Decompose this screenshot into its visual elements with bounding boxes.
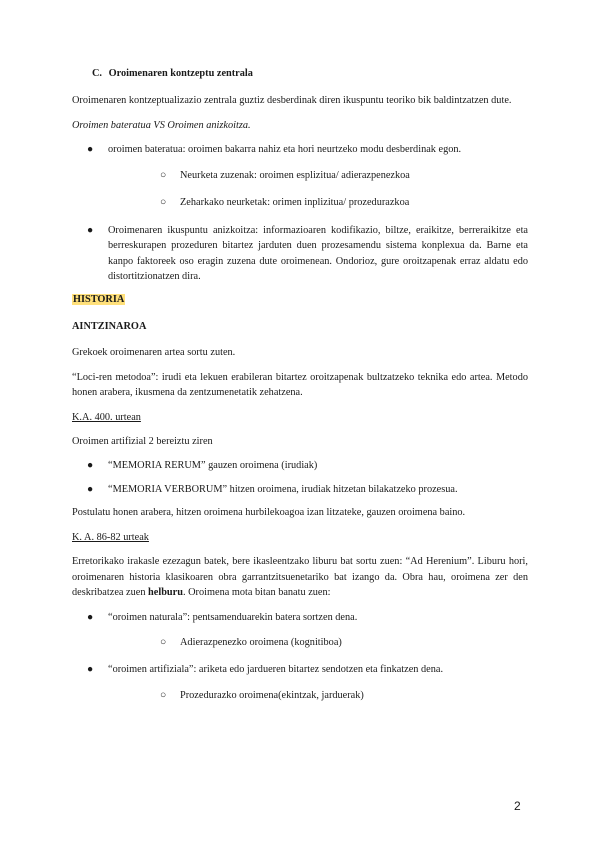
section-number: C. [92,68,103,79]
sub-list [108,168,528,211]
list-item-text: “oroimen naturala”: pentsamenduarekin batera sortzen dena. [108,611,358,623]
list-item-text: Oroimenaren ikuspuntu anizkoitza: informazioaren kodifikazio, biltze, eraikitze, berreraikitze eta berreskurapen prozeduren bitartez jarduten duen prozesamendu sistema konplexua da. Barne eta kanpo faktoreek oso eragin zuzena dute oroimenean. Ondorioz, gure oroitzapenak erraz aldatu edo distortitzionatzen dira. [108,224,528,282]
artifizial-paragraph: Oroimen artifizial 2 bereiztu ziren [72,436,213,447]
grekoek-paragraph: Grekoek oroimenaren artea sortu zuten. [72,347,236,359]
list-item-text: “oroimen artifiziala”: ariketa edo jardueren bitartez sendotzen eta finkatzen dena. [108,664,444,676]
list-item [72,223,528,285]
helburu-bold: helburu [148,587,183,599]
bullet-icon: ● [87,460,94,472]
list-item-text: oroimen bateratua: oroimen bakarra nahiz eta hori neurtzeko modu desberdinak egon. [108,144,462,156]
sub-list-item [144,195,528,210]
erretorika-text: Erretorikako irakasle ezezagun batek, bere ikasleentzako liburu bat sortu zuen: “Ad Herenium”. Liburu hori, oroimenaren historia klasikoaren obra garrantzitsuenetariko bat izango da. Obra hau, oroimena zer den deskribatzea zuen [72,556,528,599]
memoria-description: gauzen oroimena (irudiak) [205,460,318,472]
section-title: Oroimenaren kontzeptu zentrala [108,68,253,79]
sub-list-item-text: Prozedurazko oroimena(ekintzak, jarduerak) [180,689,364,701]
memoria-term: “MEMORIA RERUM” [108,460,206,472]
memoria-list [72,458,528,497]
bullet-icon: ● [87,483,94,495]
list-item [72,458,528,473]
ka8682-heading: K. A. 86-82 urteak [72,531,149,543]
sub-list [108,635,528,650]
sub-list-item [144,635,528,650]
list-item [72,482,528,497]
section-heading [92,66,528,81]
sub-list-item-text: Neurketa zuzenak: oroimen esplizitua/ adierazpenezkoa [180,169,410,181]
erretorika-text-end: . Oroimena mota bitan banatu zuen: [182,587,331,599]
ka400-heading: K.A. 400. urtean [72,411,141,423]
circle-bullet-icon: ○ [160,636,167,648]
oroimen-types-list [72,610,528,704]
highlighted-heading: HISTORIA [73,294,125,306]
circle-bullet-icon: ○ [160,689,167,701]
concept-list [72,142,528,284]
loci-paragraph: “Loci-ren metodoa”: irudi eta lekuen erabileran bitartez oroitzapenak bultzatzeko teknika edo artea. Metodo honen arabera, ikusmena da zentzumenetatik zehatzena. [72,371,528,399]
list-item [72,142,528,210]
aintzinaroa-heading: AINTZINAROA [72,320,147,332]
memoria-description: hitzen oroimena, irudiak hitzetan bilakatzeko prozesua. [227,483,458,495]
memoria-term: “MEMORIA VERBORUM” [108,483,228,495]
postulatu-paragraph: Postulatu honen arabera, hitzen oroimena hurbilekoagoa izan litzateke, gauzen oroimena baino. [72,507,466,519]
sub-list [108,688,528,703]
bullet-icon: ● [87,224,94,236]
sub-list-item [144,168,528,183]
bullet-icon: ● [87,611,94,623]
vs-paragraph: Oroimen bateratua VS Oroimen anizkoitza. [72,119,251,131]
sub-list-item [144,688,528,703]
list-item [72,662,528,703]
circle-bullet-icon: ○ [160,169,167,181]
bullet-icon: ● [87,144,94,156]
erretorika-paragraph [72,554,528,600]
sub-list-item-text: Zeharkako neurketak: orimen inplizitua/ prozedurazkoa [180,197,410,209]
intro-paragraph: Oroimenaren kontzeptualizazio zentrala guztiz desberdinak diren ikuspuntu teoriko bik baldintzatzen dute. [72,95,512,107]
bullet-icon: ● [87,664,94,676]
list-item [72,610,528,651]
page-number: 2 [514,799,521,813]
circle-bullet-icon: ○ [160,197,167,209]
document-page [72,66,528,715]
historia-heading [72,292,528,307]
sub-list-item-text: Adierazpenezko oroimena (kognitiboa) [180,636,342,648]
